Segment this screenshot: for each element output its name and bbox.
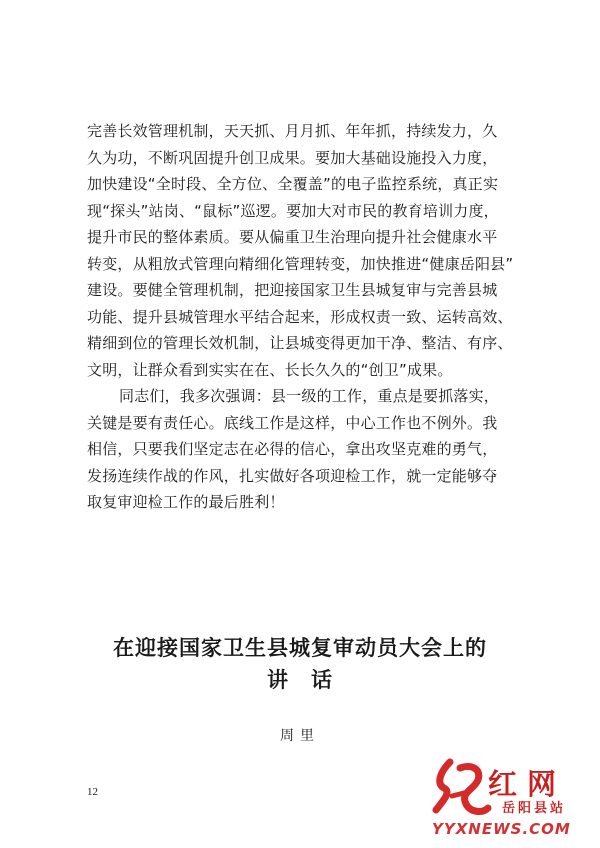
watermark-site: YYXNEWS.COM — [432, 820, 571, 838]
body-line: 取复审迎检工作的最后胜利！ — [87, 493, 285, 511]
body-line: 久为功，不断巩固提升创卫成果。要加大基础设施投入力度， — [87, 148, 498, 167]
body-line: 加快建设“全时段、全方位、全覆盖”的电子监控系统，真正实 — [87, 175, 499, 193]
article-body — [87, 118, 527, 516]
author-name: 周里 — [280, 728, 320, 744]
body-line: 建设。要健全管理机制，把迎接国家卫生县城复审与完善县城 — [87, 281, 498, 299]
body-line: 现“探头”站岗、“鼠标”巡逻。要加大对市民的教育培训力度， — [87, 201, 499, 220]
rednet-logo-icon — [430, 758, 496, 820]
watermark-station: 岳阳县站 — [502, 801, 567, 816]
watermark — [430, 758, 600, 844]
body-line: 提升市民的整体素质。要从偏重卫生治理向提升社会健康水平 — [87, 228, 498, 246]
body-line: 相信，只要我们坚定志在必得的信心，拿出攻坚克难的勇气， — [87, 440, 498, 458]
speech-title: 在迎接国家卫生县城复审动员大会上的 — [113, 635, 487, 660]
body-line: 文明，让群众看到实实在在、长长久久的“创卫”成果。 — [87, 360, 453, 379]
body-line-paragraph-start: 同志们，我多次强调：县一级的工作，重点是要抓落实， — [119, 387, 500, 405]
watermark-name: 红网 — [488, 767, 567, 801]
body-line: 发扬连续作战的作风，扎实做好各项迎检工作，就一定能够夺 — [87, 466, 498, 485]
body-line: 精细到位的管理长效机制，让县城变得更加干净、整洁、有序、 — [87, 334, 513, 352]
page-number: 12 — [87, 786, 98, 798]
speech-title-line2: 讲 话 — [267, 667, 333, 692]
body-line: 关键是要有责任心。底线工作是这样，中心工作也不例外。我 — [87, 413, 498, 432]
body-line: 转变，从粗放式管理向精细化管理转变，加快推进“健康岳阳县” — [87, 254, 514, 273]
body-line: 完善长效管理机制，天天抓、月月抓、年年抓，持续发力，久 — [87, 122, 498, 140]
body-line: 功能、提升县城管理水平结合起来，形成权责一致、运转高效、 — [87, 307, 513, 326]
